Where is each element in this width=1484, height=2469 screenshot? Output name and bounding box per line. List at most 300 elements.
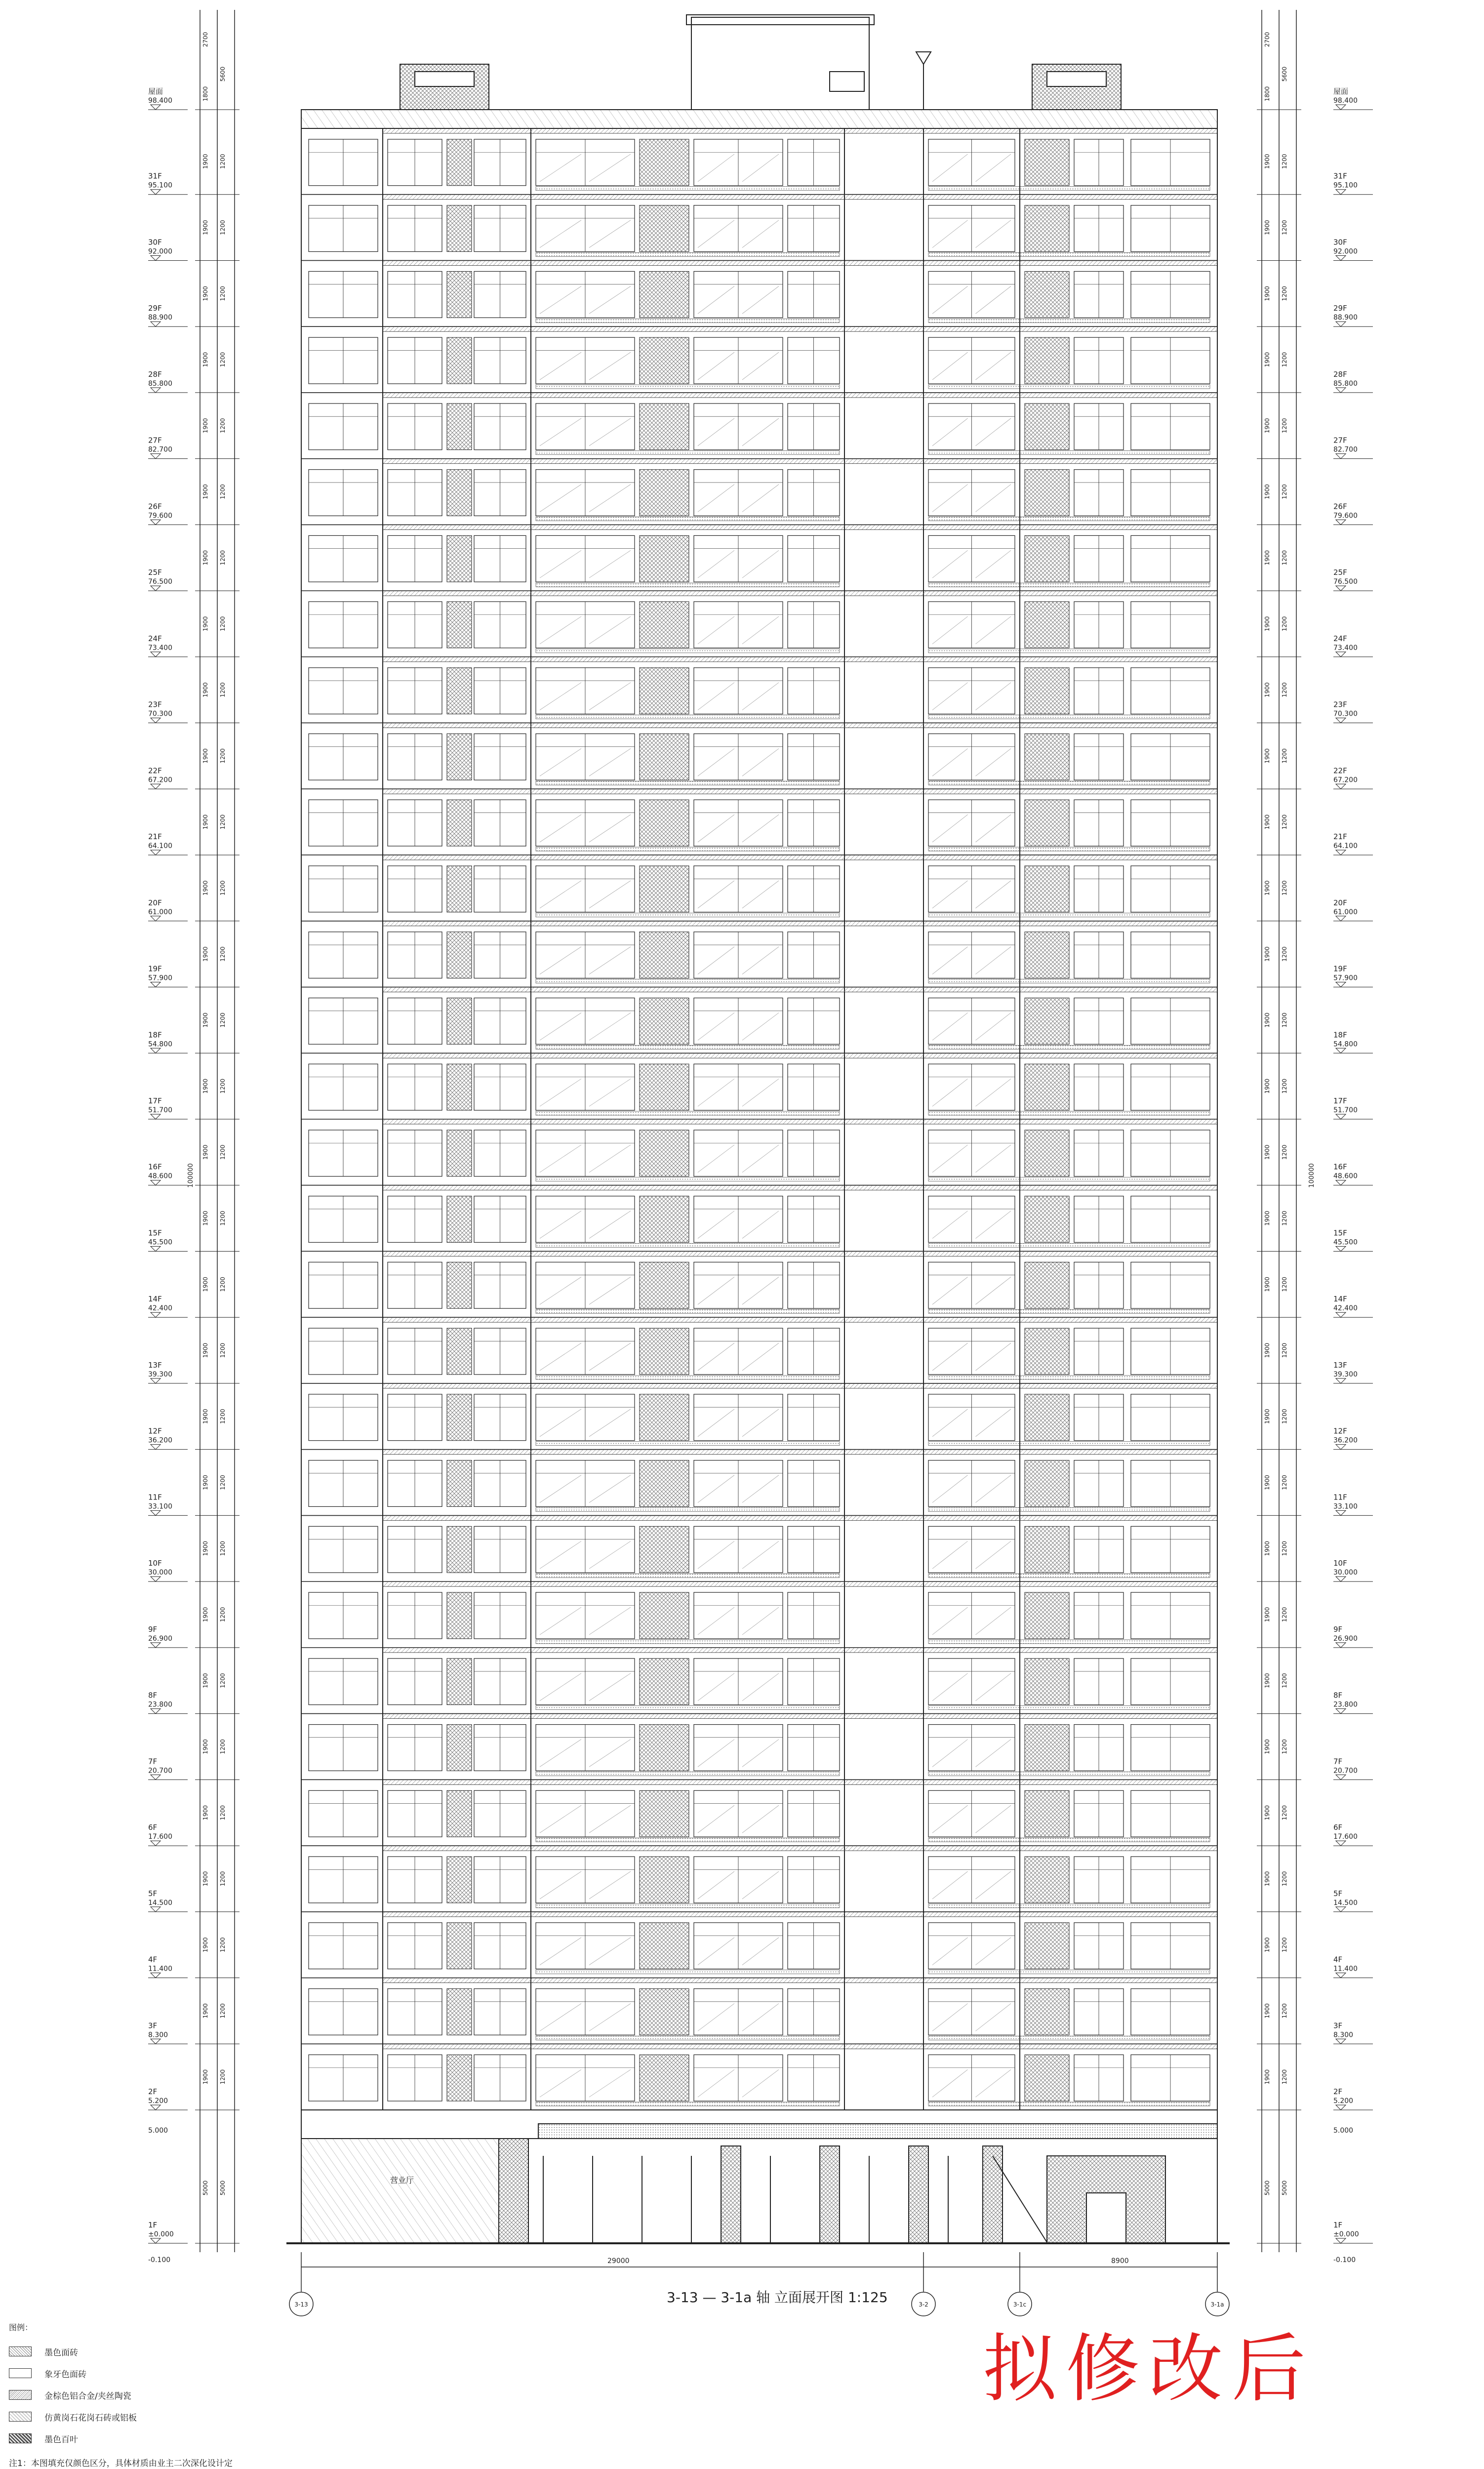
hatched-panel bbox=[640, 1064, 689, 1110]
slab-band bbox=[383, 591, 1217, 596]
level-elevation: 8.300 bbox=[1333, 2031, 1354, 2039]
level-elevation: -0.100 bbox=[148, 2256, 171, 2264]
level-label: 12F bbox=[148, 1426, 162, 1436]
dim-value: 1900 bbox=[1264, 748, 1271, 764]
hatched-panel bbox=[1025, 271, 1069, 318]
dim-value: 1200 bbox=[1281, 2003, 1288, 2019]
dim-value: 1200 bbox=[219, 484, 226, 499]
railing bbox=[536, 913, 840, 917]
railing bbox=[536, 1376, 840, 1379]
hatched-panel bbox=[1025, 535, 1069, 582]
level-marker bbox=[1336, 1643, 1346, 1648]
level-label: 23F bbox=[148, 700, 162, 709]
dim-value: 1200 bbox=[219, 1012, 226, 1028]
level-label: 2F bbox=[148, 2087, 158, 2096]
level-elevation: 23.800 bbox=[148, 1700, 172, 1709]
level-elevation: 51.700 bbox=[1333, 1106, 1358, 1114]
railing bbox=[536, 1177, 840, 1181]
hatched-panel bbox=[447, 470, 472, 516]
level-marker bbox=[1336, 652, 1346, 657]
hatched-panel bbox=[447, 1526, 472, 1573]
level-label: 24F bbox=[148, 634, 162, 643]
level-marker bbox=[151, 1907, 160, 1912]
dim-total: 100000 bbox=[1308, 1163, 1316, 1188]
railing bbox=[928, 385, 1210, 389]
railing bbox=[536, 1706, 840, 1710]
dim-value: 1800 bbox=[202, 86, 209, 102]
railing bbox=[536, 1243, 840, 1247]
slab-band bbox=[383, 1515, 1217, 1520]
dim-value: 1900 bbox=[1264, 286, 1271, 301]
railing bbox=[928, 1838, 1210, 1842]
dim-value: 1900 bbox=[1264, 2003, 1271, 2019]
hatched-panel bbox=[1025, 1790, 1069, 1837]
railing bbox=[928, 583, 1210, 587]
railing bbox=[536, 1904, 840, 1908]
level-marker bbox=[151, 916, 160, 921]
railing bbox=[928, 2036, 1210, 2040]
level-label: 21F bbox=[1333, 832, 1347, 842]
railing bbox=[536, 1111, 840, 1115]
legend bbox=[9, 2321, 233, 2469]
dim-value: 1900 bbox=[202, 484, 209, 499]
dim-value: 1200 bbox=[1281, 1937, 1288, 1952]
hatched-panel bbox=[447, 2055, 472, 2101]
railing bbox=[928, 979, 1210, 983]
hatched-panel bbox=[1025, 668, 1069, 714]
level-elevation: 5.000 bbox=[1333, 2127, 1354, 2135]
hatched-panel bbox=[447, 998, 472, 1045]
dim-value: 1200 bbox=[1281, 880, 1288, 896]
hatched-panel bbox=[640, 800, 689, 846]
legend-swatch bbox=[9, 2347, 32, 2356]
dim-value: 1900 bbox=[1264, 946, 1271, 962]
hatched-panel bbox=[640, 602, 689, 648]
hatched-panel bbox=[1025, 1262, 1069, 1308]
slab-band bbox=[383, 1251, 1217, 1256]
level-elevation: 39.300 bbox=[1333, 1370, 1358, 1378]
hatched-panel bbox=[640, 1130, 689, 1176]
level-label: 25F bbox=[1333, 568, 1347, 577]
level-marker bbox=[1336, 1775, 1346, 1780]
level-label: 29F bbox=[148, 304, 162, 313]
dim-value: 5600 bbox=[1281, 66, 1288, 82]
railing bbox=[536, 451, 840, 455]
dim-value: 1200 bbox=[1281, 1607, 1288, 1622]
level-elevation: 85.800 bbox=[1333, 379, 1358, 388]
slab-band bbox=[383, 128, 1217, 133]
hatched-panel bbox=[1025, 1064, 1069, 1110]
revision-stamp: 拟修改后 bbox=[983, 2326, 1315, 2412]
slab-band bbox=[383, 1780, 1217, 1784]
level-elevation: 36.200 bbox=[1333, 1436, 1358, 1445]
level-elevation: 70.300 bbox=[148, 710, 172, 718]
dim-value: 1800 bbox=[1264, 86, 1271, 102]
dim-value: 1200 bbox=[219, 748, 226, 764]
dim-value: 1900 bbox=[202, 946, 209, 962]
railing bbox=[928, 1507, 1210, 1511]
dim-value: 1900 bbox=[1264, 1739, 1271, 1754]
hatched-panel bbox=[447, 866, 472, 912]
level-label: 1F bbox=[148, 2221, 158, 2229]
slab-band bbox=[383, 2044, 1217, 2049]
slab-band bbox=[383, 1714, 1217, 1719]
slab-band bbox=[383, 326, 1217, 331]
hatched-panel bbox=[447, 205, 472, 252]
dim-value: 1200 bbox=[1281, 616, 1288, 632]
level-marker bbox=[1336, 2105, 1346, 2110]
level-marker bbox=[151, 255, 160, 260]
level-label: 16F bbox=[148, 1162, 162, 1172]
dim-value: 1200 bbox=[1281, 814, 1288, 830]
dim-value: 1200 bbox=[219, 1540, 226, 1556]
level-elevation: 67.200 bbox=[1333, 776, 1358, 784]
slab-band bbox=[383, 1383, 1217, 1388]
dim-value: 1900 bbox=[1264, 1540, 1271, 1556]
hatched-panel bbox=[447, 1460, 472, 1507]
hatched-panel bbox=[447, 1923, 472, 1969]
level-marker bbox=[151, 1841, 160, 1846]
level-elevation: 73.400 bbox=[148, 644, 172, 652]
railing bbox=[536, 319, 840, 323]
dim-value: 1200 bbox=[1281, 550, 1288, 566]
level-elevation: ±0.000 bbox=[1333, 2230, 1359, 2238]
railing bbox=[928, 1706, 1210, 1710]
level-elevation: 79.600 bbox=[1333, 512, 1358, 520]
dim-value: 1200 bbox=[1281, 1277, 1288, 1292]
hatched-panel bbox=[640, 1989, 689, 2035]
dim-value: 1900 bbox=[1264, 1409, 1271, 1424]
level-marker bbox=[1336, 586, 1346, 591]
level-elevation: 36.200 bbox=[148, 1436, 172, 1445]
level-marker bbox=[151, 388, 160, 393]
hatched-panel bbox=[640, 139, 689, 186]
railing bbox=[928, 781, 1210, 785]
level-label: 4F bbox=[148, 1955, 158, 1964]
level-label: 19F bbox=[148, 964, 162, 973]
level-marker bbox=[1336, 1510, 1346, 1515]
level-label: 18F bbox=[148, 1030, 162, 1040]
dim-value: 1200 bbox=[1281, 1739, 1288, 1754]
railing bbox=[928, 649, 1210, 653]
dim-value: 1200 bbox=[219, 1673, 226, 1689]
railing bbox=[536, 1442, 840, 1446]
level-marker bbox=[1336, 1445, 1346, 1450]
level-marker bbox=[1336, 1577, 1346, 1581]
hatched-panel bbox=[640, 1460, 689, 1507]
level-marker bbox=[151, 322, 160, 326]
hatched-panel bbox=[1025, 1989, 1069, 2035]
dim-value: 1200 bbox=[1281, 1540, 1288, 1556]
level-elevation: 70.300 bbox=[1333, 710, 1358, 718]
hatched-panel bbox=[1025, 1725, 1069, 1771]
railing bbox=[928, 1904, 1210, 1908]
railing bbox=[928, 1045, 1210, 1049]
axis-label: 3-1c bbox=[1013, 2301, 1027, 2308]
hatched-panel bbox=[640, 1659, 689, 1705]
dim-value: 1200 bbox=[1281, 682, 1288, 698]
slab-band bbox=[383, 723, 1217, 728]
dim-value: 1200 bbox=[1281, 1144, 1288, 1160]
legend-item bbox=[9, 2341, 233, 2362]
level-elevation: -0.100 bbox=[1333, 2256, 1356, 2264]
dim-value: 5000 bbox=[1264, 2180, 1271, 2196]
hatched-panel bbox=[447, 271, 472, 318]
level-elevation: 14.500 bbox=[1333, 1899, 1358, 1907]
level-label: 5F bbox=[1333, 1889, 1343, 1898]
level-elevation: 26.900 bbox=[1333, 1634, 1358, 1643]
railing bbox=[928, 913, 1210, 917]
level-elevation: 45.500 bbox=[1333, 1238, 1358, 1247]
dim-value: 1900 bbox=[202, 616, 209, 632]
level-label: 7F bbox=[148, 1757, 158, 1766]
hatched-panel bbox=[640, 535, 689, 582]
level-marker bbox=[1336, 784, 1346, 789]
level-elevation: 64.100 bbox=[1333, 842, 1358, 850]
hatched-panel bbox=[447, 1989, 472, 2035]
dim-value: 1900 bbox=[202, 1144, 209, 1160]
level-marker bbox=[151, 2105, 160, 2110]
level-marker bbox=[1336, 255, 1346, 260]
hatched-panel bbox=[447, 404, 472, 450]
hatched-panel bbox=[640, 866, 689, 912]
dim-value: 1200 bbox=[1281, 220, 1288, 235]
legend-item bbox=[9, 2384, 233, 2406]
level-label: 11F bbox=[1333, 1493, 1347, 1502]
dim-value: 1200 bbox=[219, 880, 226, 896]
level-marker bbox=[151, 982, 160, 987]
hatched-panel bbox=[1025, 1659, 1069, 1705]
level-marker bbox=[1336, 1973, 1346, 1978]
level-marker bbox=[1336, 718, 1346, 723]
railing bbox=[928, 1970, 1210, 1974]
dim-value: 1200 bbox=[219, 220, 226, 235]
hatched-panel bbox=[640, 470, 689, 516]
level-marker bbox=[1336, 916, 1346, 921]
level-label: 15F bbox=[1333, 1228, 1347, 1238]
hatched-panel bbox=[447, 1262, 472, 1308]
level-label: 24F bbox=[1333, 634, 1347, 643]
dim-value: 1200 bbox=[1281, 352, 1288, 367]
dim-value: 1200 bbox=[219, 1937, 226, 1952]
hatched-panel bbox=[447, 1064, 472, 1110]
level-label: 16F bbox=[1333, 1162, 1347, 1172]
level-label: 30F bbox=[148, 238, 162, 247]
dim-value: 1900 bbox=[1264, 1012, 1271, 1028]
hatched-panel bbox=[447, 800, 472, 846]
railing bbox=[536, 847, 840, 851]
legend-item bbox=[9, 2406, 233, 2428]
hatched-panel bbox=[447, 337, 472, 384]
slab-band bbox=[383, 195, 1217, 200]
level-label: 1F bbox=[1333, 2221, 1343, 2229]
dim-value: 1900 bbox=[202, 352, 209, 367]
level-elevation: 11.400 bbox=[148, 1965, 172, 1973]
hatched-panel bbox=[640, 271, 689, 318]
level-label: 9F bbox=[148, 1624, 158, 1634]
hatched-panel bbox=[447, 1130, 472, 1176]
railing bbox=[536, 1772, 840, 1776]
slab-band bbox=[383, 1912, 1217, 1917]
dim-value: 1200 bbox=[1281, 1871, 1288, 1887]
level-label: 2F bbox=[1333, 2087, 1343, 2096]
hatched-panel bbox=[1025, 337, 1069, 384]
level-marker bbox=[151, 520, 160, 525]
level-marker bbox=[151, 1643, 160, 1648]
railing bbox=[536, 517, 840, 521]
level-marker bbox=[1336, 2238, 1346, 2243]
hatched-panel bbox=[1025, 800, 1069, 846]
level-elevation: 5.000 bbox=[148, 2127, 168, 2135]
hatched-panel bbox=[447, 1725, 472, 1771]
dim-value: 1900 bbox=[1264, 1673, 1271, 1689]
railing bbox=[536, 715, 840, 719]
level-marker bbox=[1336, 1841, 1346, 1846]
level-marker bbox=[1336, 105, 1346, 110]
dim-value: 1200 bbox=[1281, 1078, 1288, 1094]
level-elevation: 61.000 bbox=[1333, 908, 1358, 916]
railing bbox=[536, 1970, 840, 1974]
dim-value: 5000 bbox=[219, 2180, 226, 2196]
dim-value: 5000 bbox=[1281, 2180, 1288, 2196]
level-marker bbox=[1336, 1312, 1346, 1317]
hatched-panel bbox=[640, 1262, 689, 1308]
dim-value: 1900 bbox=[1264, 352, 1271, 367]
level-marker bbox=[151, 2039, 160, 2044]
level-marker bbox=[151, 652, 160, 657]
dim-value: 1900 bbox=[202, 1409, 209, 1424]
railing bbox=[928, 1177, 1210, 1181]
level-elevation: 30.000 bbox=[1333, 1569, 1358, 1577]
dim-value: 1900 bbox=[202, 682, 209, 698]
hatched-panel bbox=[640, 1526, 689, 1573]
level-label: 4F bbox=[1333, 1955, 1343, 1964]
dim-value: 1200 bbox=[1281, 946, 1288, 962]
hatched-panel bbox=[640, 337, 689, 384]
level-label: 8F bbox=[148, 1691, 158, 1700]
legend-label: 仿黄岗石花岗石砖或铝板 bbox=[44, 2413, 137, 2423]
dim-value: 1900 bbox=[202, 1739, 209, 1754]
dim-value: 1200 bbox=[219, 814, 226, 830]
dim-value: 1900 bbox=[202, 1871, 209, 1887]
level-marker bbox=[151, 718, 160, 723]
hatched-panel bbox=[640, 1857, 689, 1903]
railing bbox=[536, 1507, 840, 1511]
slab-band bbox=[383, 921, 1217, 926]
level-elevation: 26.900 bbox=[148, 1634, 172, 1643]
level-marker bbox=[151, 2238, 160, 2243]
level-elevation: 14.500 bbox=[148, 1899, 172, 1907]
level-marker bbox=[1336, 388, 1346, 393]
level-label: 22F bbox=[1333, 766, 1347, 775]
level-marker bbox=[1336, 850, 1346, 855]
dim-value: 1200 bbox=[219, 1078, 226, 1094]
floor-bands bbox=[301, 128, 1217, 2106]
hatched-panel bbox=[640, 734, 689, 780]
dim-value: 1900 bbox=[1264, 1937, 1271, 1952]
legend-label: 象牙色面砖 bbox=[44, 2369, 86, 2380]
level-marker bbox=[151, 1180, 160, 1185]
level-label: 13F bbox=[1333, 1360, 1347, 1370]
level-elevation: 48.600 bbox=[148, 1172, 172, 1180]
slab-band bbox=[383, 855, 1217, 860]
level-marker bbox=[151, 1246, 160, 1251]
level-marker bbox=[1336, 982, 1346, 987]
dim-value: 1900 bbox=[1264, 1277, 1271, 1292]
level-elevation: 88.900 bbox=[148, 314, 172, 322]
dim-value: 1900 bbox=[202, 1673, 209, 1689]
level-label: 28F bbox=[148, 369, 162, 379]
level-marker bbox=[151, 1048, 160, 1053]
hatched-panel bbox=[447, 1328, 472, 1375]
hatched-panel bbox=[1025, 998, 1069, 1045]
dim-value: 1900 bbox=[1264, 154, 1271, 169]
slab-band bbox=[383, 1317, 1217, 1322]
level-label: 17F bbox=[148, 1096, 162, 1105]
dim-value: 1200 bbox=[219, 550, 226, 566]
railing bbox=[536, 1574, 840, 1578]
railing bbox=[536, 979, 840, 983]
level-marker bbox=[151, 850, 160, 855]
level-marker bbox=[151, 1445, 160, 1450]
railing bbox=[928, 715, 1210, 719]
slab-band bbox=[383, 657, 1217, 662]
level-marker bbox=[1336, 1180, 1346, 1185]
slab-band bbox=[383, 1119, 1217, 1124]
dim-value: 1900 bbox=[202, 550, 209, 566]
dim-value: 1900 bbox=[202, 286, 209, 301]
level-label: 11F bbox=[148, 1493, 162, 1502]
hatched-panel bbox=[1025, 602, 1069, 648]
dim-value: 1200 bbox=[219, 154, 226, 169]
hatched-panel bbox=[1025, 1923, 1069, 1969]
dim-value: 1900 bbox=[202, 1277, 209, 1292]
level-elevation: 23.800 bbox=[1333, 1700, 1358, 1709]
level-elevation: 42.400 bbox=[148, 1304, 172, 1313]
dim-value: 1900 bbox=[1264, 814, 1271, 830]
dim-value: 2700 bbox=[1264, 32, 1271, 47]
level-marker bbox=[151, 105, 160, 110]
level-elevation: 92.000 bbox=[148, 247, 172, 256]
railing bbox=[536, 1045, 840, 1049]
dim-value: 1900 bbox=[202, 1540, 209, 1556]
hatched-panel bbox=[640, 1923, 689, 1969]
hatched-panel bbox=[640, 404, 689, 450]
level-elevation: 95.100 bbox=[1333, 181, 1358, 190]
dim-value: 1200 bbox=[1281, 154, 1288, 169]
hatched-panel bbox=[1025, 1592, 1069, 1639]
hatched-panel bbox=[1025, 470, 1069, 516]
level-label: 30F bbox=[1333, 238, 1347, 247]
hatched-panel bbox=[640, 1196, 689, 1243]
railing bbox=[928, 187, 1210, 191]
dim-value: 1900 bbox=[202, 2003, 209, 2019]
legend-title: 图例： bbox=[9, 2323, 33, 2332]
dim-value: 1200 bbox=[219, 1475, 226, 1490]
level-marker bbox=[1336, 520, 1346, 525]
level-elevation: 30.000 bbox=[148, 1569, 172, 1577]
legend-swatch bbox=[9, 2433, 32, 2443]
dim-value: 1900 bbox=[202, 1475, 209, 1490]
hatched-panel bbox=[640, 668, 689, 714]
level-marker bbox=[151, 1709, 160, 1714]
railing bbox=[928, 252, 1210, 256]
hatched-panel bbox=[640, 998, 689, 1045]
dim-value: 1900 bbox=[202, 1342, 209, 1358]
level-elevation: 48.600 bbox=[1333, 1172, 1358, 1180]
hatched-panel bbox=[640, 1328, 689, 1375]
dim-value: 1200 bbox=[1281, 1211, 1288, 1226]
